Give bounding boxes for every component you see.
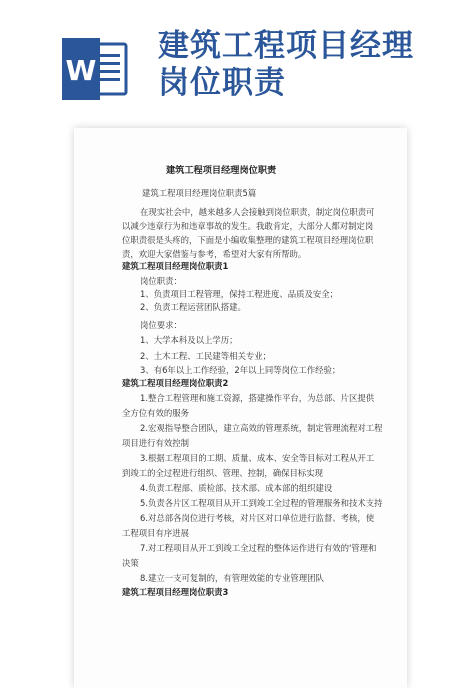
page-title [158, 28, 458, 102]
duty-line: 全方位有效的服务 [122, 408, 189, 418]
duty-line: 6.对总部各岗位进行考核，对片区对口单位进行监督、考核，使 [140, 513, 375, 523]
duty-item: 1、负责项目工程管理，保持工程进度、品质及安全； [140, 289, 338, 299]
intro-line: 以减少违章行为和违章事故的发生。我敢肯定，大部分人都对制定岗 [122, 221, 374, 231]
duty-line: 决策 [122, 558, 139, 568]
duty-line: 3.根据工程项目的工期、质量、成本、安全等目标对工程从开工 [140, 453, 375, 463]
duty-line: 项目进行有效控制 [122, 438, 189, 448]
requirement-item: 2、土木工程、工民建等相关专业； [140, 351, 271, 361]
section-heading-1: 建筑工程项目经理岗位职责1 [122, 261, 229, 271]
title-line-1: 建筑工程项目经理 [158, 28, 414, 64]
document-subtitle: 建筑工程项目经理岗位职责5篇 [142, 188, 257, 198]
page-header [0, 0, 474, 120]
duty-line: 7.对工程项目从开工到竣工全过程的整体运作进行有效的'管理和 [140, 543, 377, 553]
word-document-icon [62, 38, 130, 100]
duty-line: 工程项目有序进展 [122, 528, 189, 538]
intro-line: 在现实社会中，越来越多人会接触到岗位职责，制定岗位职责可 [140, 207, 375, 217]
duty-line: 2.宏观指导整合团队，建立高效的管理系统，制定管理流程对工程 [140, 423, 383, 433]
requirement-label: 岗位要求： [140, 320, 182, 330]
intro-line: 责，欢迎大家借鉴与参考，希望对大家有所帮助。 [122, 249, 307, 259]
intro-line: 位职责很是头疼的，下面是小编收集整理的建筑工程项目经理岗位职 [122, 235, 374, 245]
duty-line: 到竣工的全过程进行组织、管理、控制，确保目标实现 [122, 468, 323, 478]
duty-label: 岗位职责： [140, 276, 182, 286]
title-line-2: 岗位职责 [158, 65, 286, 101]
section-heading-2: 建筑工程项目经理岗位职责2 [122, 378, 229, 388]
requirement-item: 1、大学本科及以上学历； [140, 335, 238, 345]
section-heading-3: 建筑工程项目经理岗位职责3 [122, 587, 229, 597]
duty-item: 2、负责工程运营团队搭建。 [140, 302, 246, 312]
icon-letter: W [65, 54, 97, 87]
duty-line: 1.整合工程管理和施工资源，搭建操作平台，为总部、片区提供 [140, 393, 375, 403]
requirement-item: 3、有6年以上工作经验，2年以上同等岗位工作经验； [140, 365, 341, 375]
document-title: 建筑工程项目经理岗位职责 [166, 165, 277, 176]
duty-line: 4.负责工程部、质检部、技术部、成本部的组织建设 [140, 483, 333, 493]
duty-line: 8.建立一支可复制的，有管理效能的专业管理团队 [140, 573, 324, 583]
duty-line: 5.负责各片区工程项目从开工到竣工全过程的管理服务和技术支持 [140, 498, 383, 508]
